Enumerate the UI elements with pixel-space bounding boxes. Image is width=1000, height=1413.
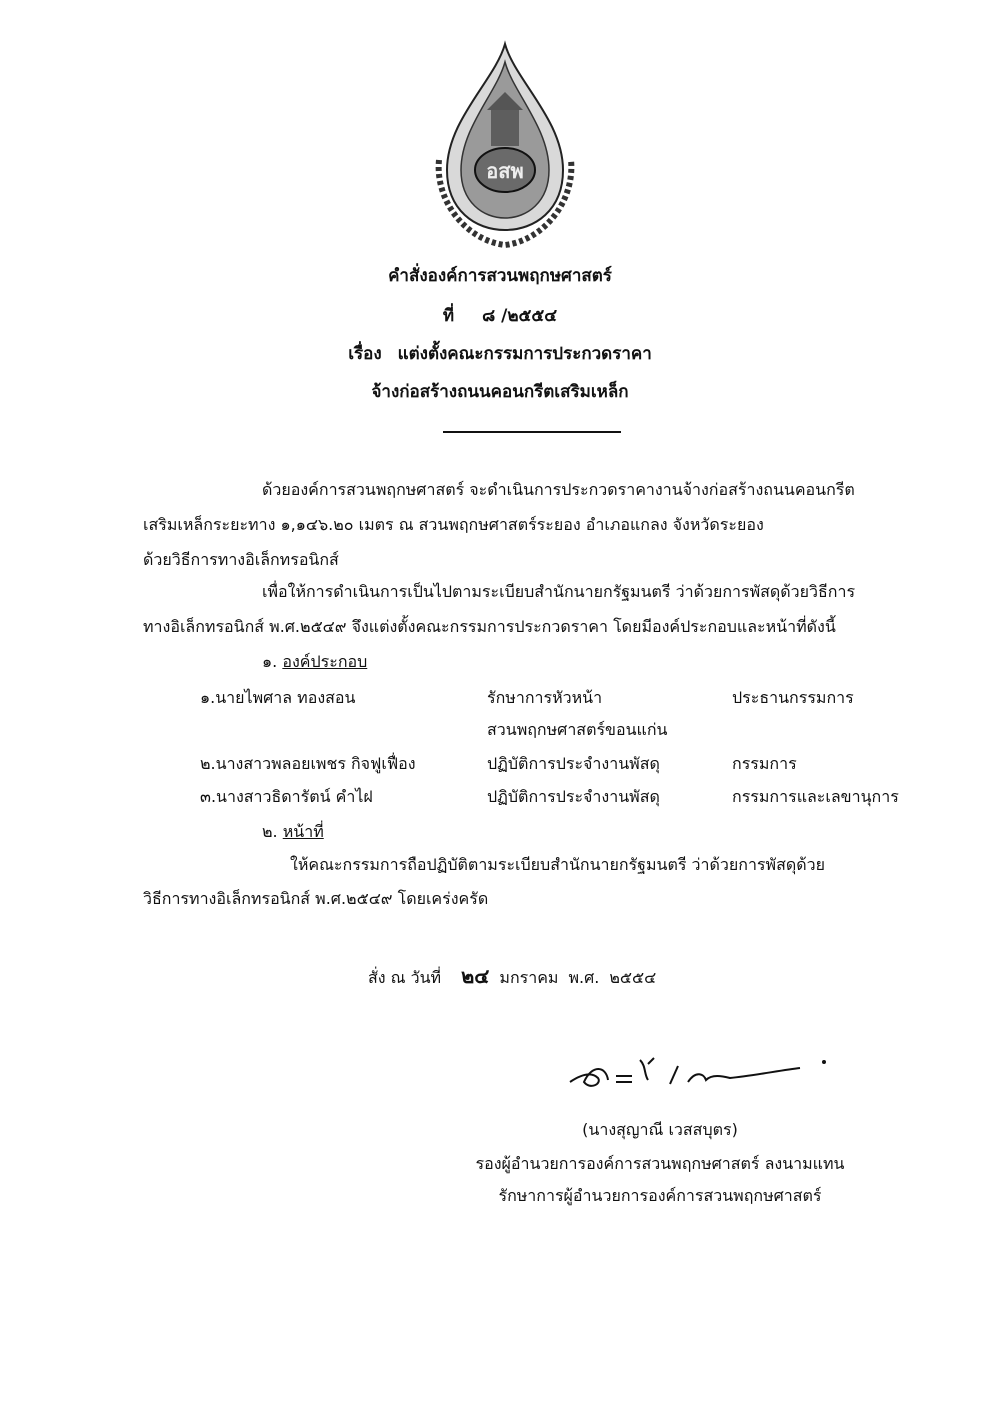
- member-2-role: กรรมการ: [732, 754, 797, 773]
- date-year-label: พ.ศ.: [568, 968, 600, 987]
- date-month: มกราคม: [499, 968, 559, 987]
- paragraph-1-line-3: ด้วยวิธีการทางอิเล็กทรอนิกส์: [143, 550, 339, 569]
- member-3-role: กรรมการและเลขานุการ: [732, 787, 899, 806]
- section-2-text-line-1: ให้คณะกรรมการถือปฏิบัติตามระเบียบสำนักนายกรัฐมนตรี ว่าด้วยการพัสดุด้วย: [290, 855, 825, 874]
- order-number: [0, 302, 1000, 329]
- date-prefix: สั่ง ณ วันที่: [368, 968, 442, 987]
- member-1-name: ๑.นายไพศาล ทองสอน: [200, 688, 356, 707]
- paragraph-2-line-2: ทางอิเล็กทรอนิกส์ พ.ศ.๒๕๔๙ จึงแต่งตั้งคณะกรรมการประกวดราคา โดยมีองค์ประกอบและหน้าที่ดังนี้: [143, 617, 836, 636]
- section-2-heading: [262, 820, 324, 845]
- paragraph-1-line-1: ด้วยองค์การสวนพฤกษศาสตร์ จะดำเนินการประกวดราคางานจ้างก่อสร้างถนนคอนกรีต: [262, 480, 855, 499]
- section-1-number: ๑.: [262, 652, 278, 671]
- paragraph-2-line-1: เพื่อให้การดำเนินการเป็นไปตามระเบียบสำนักนายกรัฐมนตรี ว่าด้วยการพัสดุด้วยวิธีการ: [262, 582, 856, 601]
- member-2-position: ปฏิบัติการประจำงานพัสดุ: [487, 754, 660, 773]
- member-3-position: ปฏิบัติการประจำงานพัสดุ: [487, 787, 660, 806]
- signatory-title-2: รักษาการผู้อำนวยการองค์การสวนพฤกษศาสตร์: [498, 1186, 822, 1205]
- member-3-name: ๓.นางสาวธิดารัตน์ คำไฝ: [200, 787, 373, 806]
- subject-label: เรื่อง: [348, 344, 382, 364]
- member-1-position: รักษาการหัวหน้า: [487, 688, 603, 707]
- member-2-name: ๒.นางสาวพลอยเพชร กิจฟูเฟื่อง: [200, 754, 416, 773]
- member-1-role: ประธานกรรมการ: [732, 688, 854, 707]
- subject-text-1: แต่งตั้งคณะกรรมการประกวดราคา: [397, 344, 652, 364]
- signatory-title-1: รองผู้อำนวยการองค์การสวนพฤกษศาสตร์ ลงนามแทน: [475, 1154, 845, 1173]
- date-year: ๒๕๕๔: [609, 968, 657, 987]
- paragraph-1-line-2: เสริมเหล็กระยะทาง ๑,๑๔๖.๒๐ เมตร ณ สวนพฤกษศาสตร์ระยอง อำเภอแกลง จังหวัดระยอง: [143, 515, 764, 534]
- section-1-heading: [262, 650, 367, 675]
- member-1-position-2: สวนพฤกษศาสตร์ขอนแก่น: [487, 720, 668, 739]
- number-value: ๘ /๒๕๕๔: [482, 306, 558, 326]
- number-label: ที่: [442, 306, 455, 326]
- section-2-label: หน้าที่: [282, 822, 324, 841]
- organization-seal-logo: [425, 40, 585, 250]
- order-date: [368, 960, 666, 992]
- subject-text-2: จ้างก่อสร้างถนนคอนกรีตเสริมเหล็ก: [371, 382, 629, 402]
- header-divider: [443, 431, 621, 433]
- signatory-name: (นางสุญาณี เวสสบุตร): [582, 1120, 738, 1139]
- date-day: ๒๔: [461, 964, 490, 988]
- section-1-label: องค์ประกอบ: [282, 652, 368, 671]
- section-2-number: ๒.: [262, 822, 278, 841]
- document-title: คำสั่งองค์การสวนพฤกษศาสตร์: [388, 266, 612, 286]
- svg-text:อสพ: อสพ: [486, 159, 524, 183]
- handwritten-signature: [562, 1052, 842, 1097]
- subject-line: [0, 340, 1000, 367]
- section-2-text-line-2: วิธีการทางอิเล็กทรอนิกส์ พ.ศ.๒๕๔๙ โดยเคร่งครัด: [143, 889, 489, 908]
